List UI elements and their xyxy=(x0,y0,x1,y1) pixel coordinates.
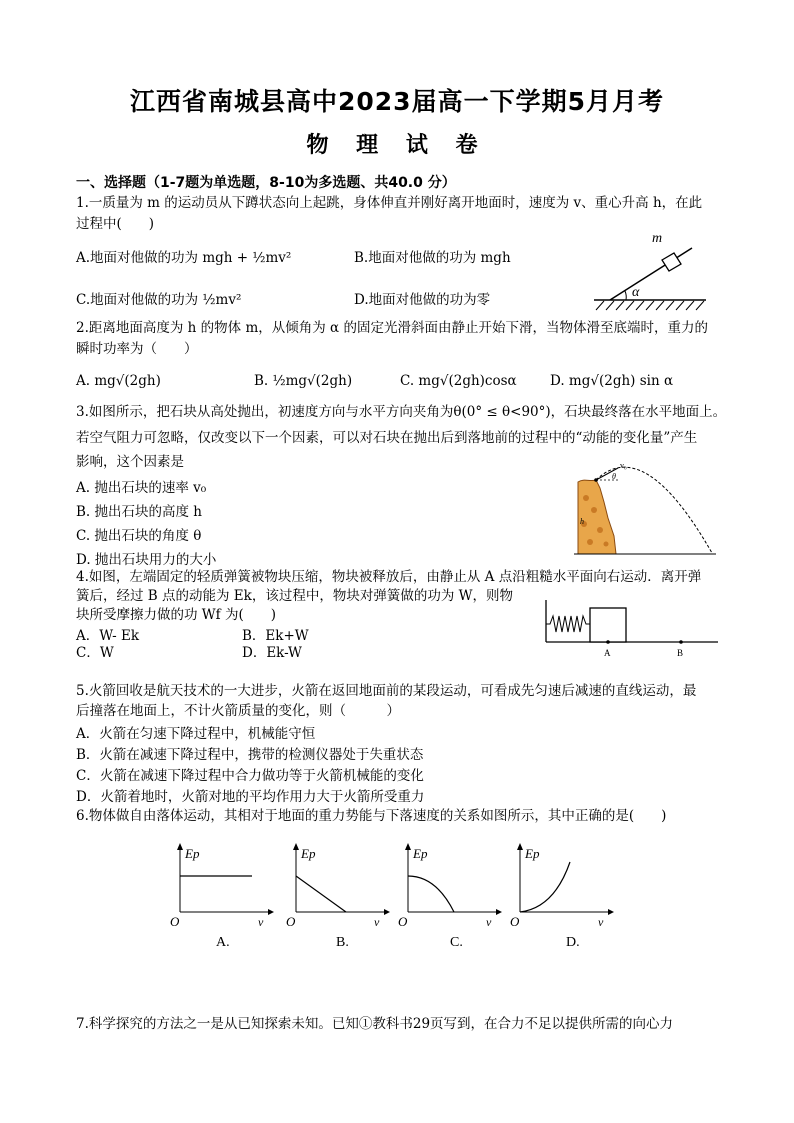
block-m xyxy=(662,253,681,271)
q4-option-a: A．W- Ek xyxy=(76,628,140,644)
q5-option-d: D．火箭着地时，火箭对地的平均作用力大于火箭所受重力 xyxy=(76,789,425,805)
ep-label: Ep xyxy=(413,846,428,861)
q2-option-d: D. mg√(2gh) sin α xyxy=(550,373,674,389)
v-label: v xyxy=(258,915,264,929)
q5-option-b: B．火箭在减速下降过程中，携带的检测仪器处于失重状态 xyxy=(76,747,424,763)
q6-stem-line1: 6.物体做自由落体运动，其相对于地面的重力势能与下落速度的关系如图所示，其中正确的是( ) xyxy=(76,808,667,824)
point-b xyxy=(679,640,683,644)
graph-b-label: B. xyxy=(336,935,349,950)
v0-label: v₀ xyxy=(620,461,627,470)
origin-label: O xyxy=(170,914,180,929)
mass-label: m xyxy=(652,231,663,246)
q4-option-c: C．W xyxy=(76,645,114,661)
q1-option-b: B.地面对他做的功为 mgh xyxy=(354,250,511,266)
q4-stem-line3: 块所受摩擦力做的功 Wf 为( ) xyxy=(76,607,276,623)
graph-d xyxy=(508,840,616,930)
origin-label: O xyxy=(398,914,408,929)
ep-label: Ep xyxy=(525,846,540,861)
origin-label: O xyxy=(510,914,520,929)
graph-c xyxy=(396,840,504,930)
q4-option-b: B．Ek+W xyxy=(242,628,309,644)
v-label: v xyxy=(374,915,380,929)
q3-option-c: C. 抛出石块的角度 θ xyxy=(76,528,202,544)
q5-option-c: C．火箭在减速下降过程中合力做功等于火箭机械能的变化 xyxy=(76,768,424,784)
q4-stem-line2: 簧后，经过 B 点的动能为 Ek，该过程中，物块对弹簧做的功为 W，则物 xyxy=(76,588,513,604)
spring xyxy=(546,616,590,632)
point-a xyxy=(606,640,610,644)
graph-b xyxy=(284,840,392,930)
block xyxy=(590,608,626,642)
origin-label: O xyxy=(286,914,296,929)
curve-d xyxy=(520,862,570,912)
height-label: h xyxy=(580,517,584,526)
graph-d-label: D. xyxy=(566,935,580,950)
q5-stem-line2: 后撞落在地面上，不计火箭质量的变化，则（ ） xyxy=(76,703,400,719)
q3-stem-line3: 影响，这个因素是 xyxy=(76,454,184,470)
q2-option-c: C. mg√(2gh)cosα xyxy=(400,373,517,389)
q2-option-a: A. mg√(2gh) xyxy=(76,373,161,389)
graph-a xyxy=(168,840,276,930)
ground-hatching xyxy=(596,301,704,310)
exam-title: 江西省南城县高中2023届高一下学期5月月考 xyxy=(130,87,664,116)
q1-stem-line2: 过程中( ) xyxy=(76,216,155,232)
q2-stem-line2: 瞬时功率为（ ） xyxy=(76,341,198,357)
ep-label: Ep xyxy=(185,846,200,861)
q7-stem-line1: 7.科学探究的方法之一是从已知探索未知。已知①教科书29页写到，在合力不足以提供所需的向心力 xyxy=(76,1016,674,1032)
curve-b xyxy=(296,876,346,912)
q5-option-a: A．火箭在匀速下降过程中，机械能守恒 xyxy=(76,726,316,742)
q2-option-b: B. ½mg√(2gh) xyxy=(254,373,353,389)
q5-stem-line1: 5.火箭回收是航天技术的一大进步，火箭在返回地面前的某段运动，可看成先匀速后减速的直线运动，最 xyxy=(76,683,697,699)
q1-option-a: A.地面对他做的功为 mgh + ½mv² xyxy=(76,250,292,266)
q3-option-b: B. 抛出石块的高度 h xyxy=(76,504,202,520)
theta-label: θ xyxy=(612,472,616,481)
section-heading: 一、选择题（1-7题为单选题，8-10为多选题、共40.0 分） xyxy=(76,175,456,191)
ep-label: Ep xyxy=(301,846,316,861)
incline-surface xyxy=(610,248,692,300)
graph-a-label: A. xyxy=(216,935,230,950)
q2-stem-line1: 2.距离地面高度为 h 的物体 m，从倾角为 α 的固定光滑斜面由静止开始下滑，当物体滑至底端时，重力的 xyxy=(76,320,708,336)
q3-option-a: A. 抛出石块的速率 v₀ xyxy=(76,480,207,496)
v-label: v xyxy=(486,915,492,929)
q4-option-d: D．Ek-W xyxy=(242,645,302,661)
point-a-label: A xyxy=(604,648,611,658)
curve-c xyxy=(408,876,454,912)
projectile-figure xyxy=(570,458,720,556)
exam-subtitle: 物 理 试 卷 xyxy=(306,133,488,158)
q3-option-d: D. 抛出石块用力的大小 xyxy=(76,552,217,568)
q1-stem-line1: 1.一质量为 m 的运动员从下蹲状态向上起跳，身体伸直并刚好离开地面时，速度为 v、重心升高 h，在此 xyxy=(76,195,703,211)
point-b-label: B xyxy=(677,648,684,658)
q3-stem-line1: 3.如图所示，把石块从高处抛出，初速度方向与水平方向夹角为θ(0° ≤ θ<90°)，石块最终落在水平地面上。 xyxy=(76,404,727,420)
angle-arc xyxy=(625,291,626,300)
v-label: v xyxy=(598,915,604,929)
spring-figure xyxy=(538,594,720,660)
graph-c-label: C. xyxy=(450,935,463,950)
stone-dot xyxy=(594,478,598,482)
q1-option-c: C.地面对他做的功为 ½mv² xyxy=(76,292,242,308)
incline-figure xyxy=(588,224,716,314)
q1-option-d: D.地面对他做的功为零 xyxy=(354,292,491,308)
q3-stem-line2: 若空气阻力可忽略，仅改变以下一个因素，可以对石块在抛出后到落地前的过程中的“动能的变化量”产生 xyxy=(76,430,698,446)
q4-stem-line1: 4.如图，左端固定的轻质弹簧被物块压缩，物块被释放后，由静止从 A 点沿粗糙水平面向右运动．离开弹 xyxy=(76,569,702,585)
angle-label: α xyxy=(632,285,640,300)
